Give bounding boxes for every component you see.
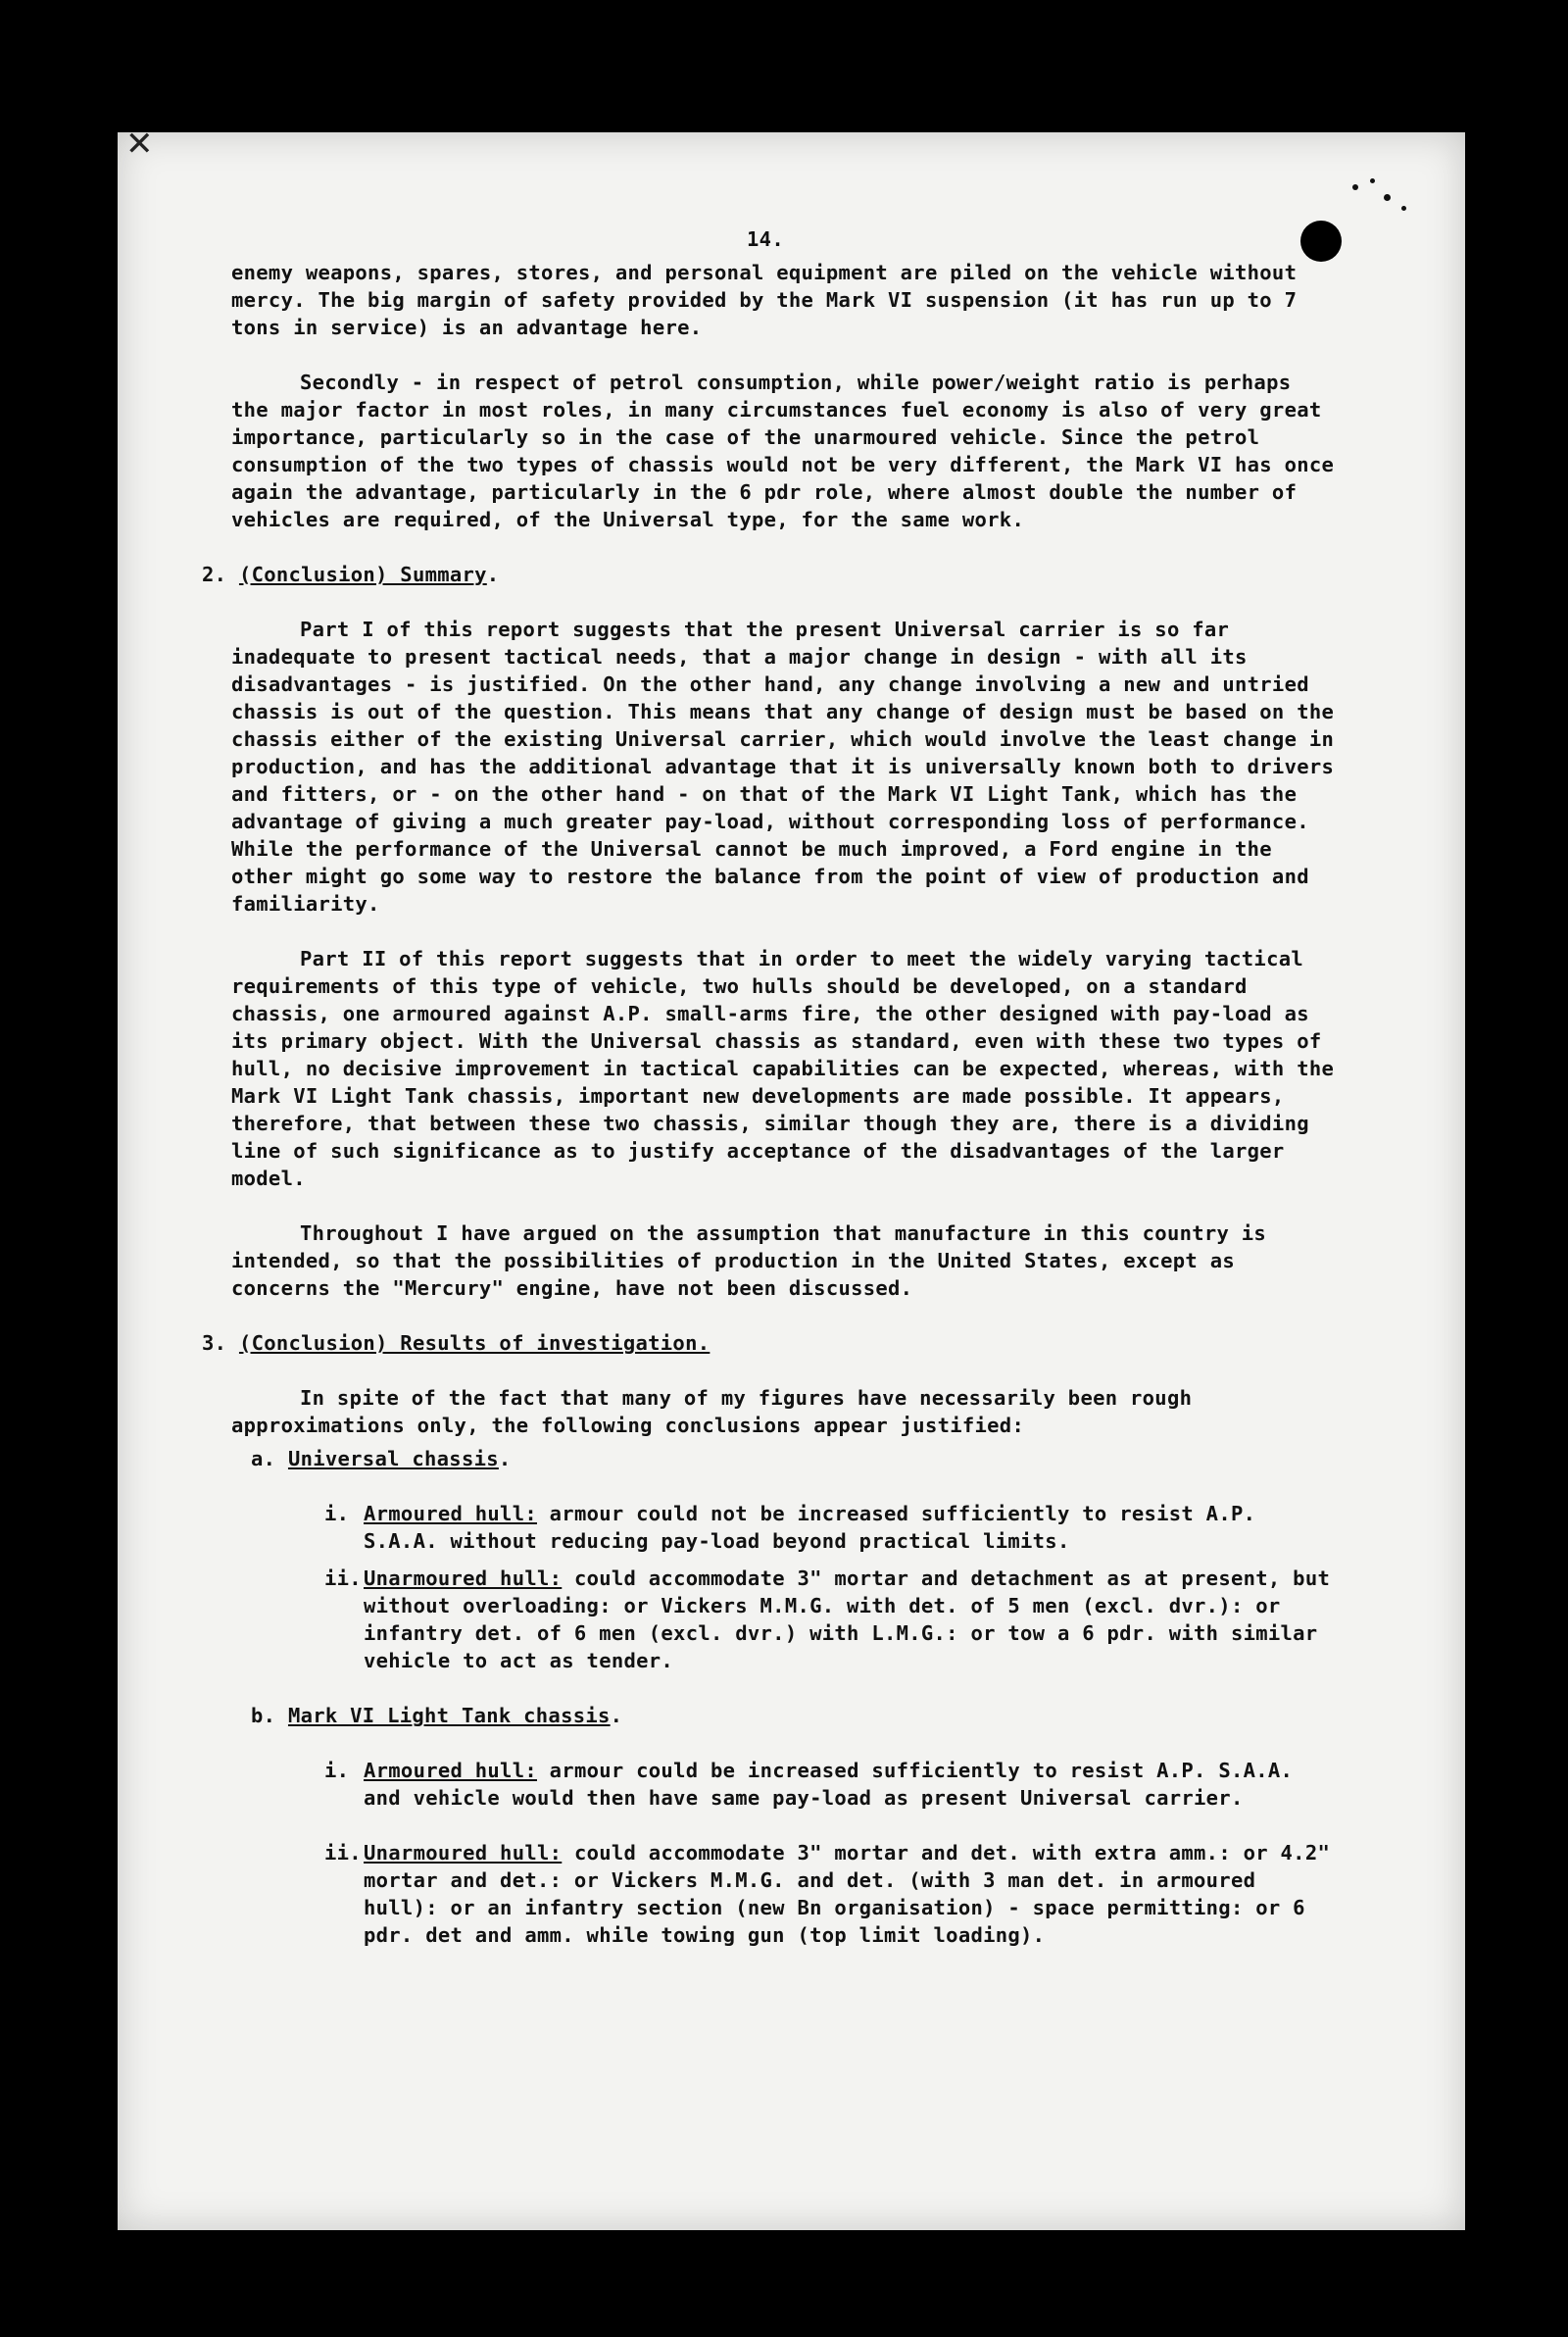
section-2-paragraph-2: Part II of this report suggests that in order to meet the widely varying tactical requirements of this type of vehicle, two hulls should be developed, on a standard chassis, one armoured against A.P. small-arms fire, the other designed with pay-load as its primary object. With the Universal chassis as standard, even with these two types of hull, no decisive improvement in tactical capabilities can be expected, whereas, with the Mark VI Light Tank chassis, important new developments are made possible. It appears, therefore, that between these two chassis, similar though they are, there is a dividing line of such significance as to justify acceptance of the disadvantages of the larger model. [231,947,1335,1190]
subsection-b-title: Mark VI Light Tank chassis [287,1704,611,1727]
item-title: Unarmoured hull: [364,1841,563,1865]
section-3-title: (Conclusion) Results of investigation. [238,1331,710,1355]
section-3-intro: In spite of the fact that many of my figures have necessarily been rough approximations only, the following conclusions appear justified: [231,1386,1193,1437]
item-title: Armoured hull: [364,1759,537,1782]
document-body [202,225,1339,1949]
item-text: could accommodate 3" mortar and det. with extra amm.: or 4.2" mortar and det.: or Vickers M.M.G. and det. (with 3 man det. in armoured hull): or an infantry section (new Bn organisation) - space permitting: or 6 pdr. det and amm. while towing gun (top limit loading). [364,1841,1331,1947]
section-2-paragraph-3: Throughout I have argued on the assumption that manufacture in this country is intended, so that the possibilities of production in the United States, except as concerns the "Mercury" engine, have not been discussed. [231,1221,1267,1300]
subsection-b-heading: b. Mark VI Light Tank chassis. [251,1704,623,1727]
paragraph-continued: enemy weapons, spares, stores, and personal equipment are piled on the vehicle without mercy. The big margin of safety provided by the Mark VI suspension (it has run up to 7 tons in service) is an advantage here. [231,261,1298,339]
subsection-b-item-i [324,1757,1339,1812]
subsection-a-item-ii [324,1565,1339,1674]
subsection-a-item-i [324,1500,1339,1555]
section-2-heading: 2. (Conclusion) Summary. [202,563,500,586]
section-3-number: 3. [202,1331,227,1355]
corner-mark: ✕ [125,124,154,164]
section-2-paragraph-1: Part I of this report suggests that the present Universal carrier is so far inadequate to present tactical needs, that a major change in design - with all its disadvantages - is justified. On the other hand, any change involving a new and untried chassis is out of the question. This means that any change of design must be based on the chassis either of the existing Universal carrier, which would involve the least change in production, and has the additional advantage that it is universally known both to drivers and fitters, or - on the other hand - on that of the Mark VI Light Tank, which has the advantage of giving a much greater pay-load, without corresponding loss of performance. While the performance of the Universal cannot be much improved, a Ford engine in the other might go some way to restore the balance from the point of view of production and familiarity. [231,618,1335,916]
section-2-title: (Conclusion) Summary [238,563,487,586]
item-title: Unarmoured hull: [364,1566,563,1590]
item-number: i. [324,1759,350,1782]
section-3-heading [202,1329,1339,1357]
subsection-b-item-ii [324,1839,1339,1949]
subsection-b-label: b. [251,1704,276,1727]
item-title: Armoured hull: [364,1502,537,1525]
subsection-a-title: Universal chassis [287,1447,499,1470]
subsection-a-heading: a. Universal chassis. [251,1447,512,1470]
page-number: 14. [747,227,784,251]
item-number: i. [324,1502,350,1525]
item-text: armour could not be increased sufficiently to resist A.P. S.A.A. without reducing pay-load beyond practical limits. [364,1502,1256,1553]
item-text: armour could be increased sufficiently to resist A.P. S.A.A. and vehicle would then have same pay-load as present Universal carrier. [364,1759,1294,1810]
item-text: could accommodate 3" mortar and detachment as at present, but without overloading: or Vickers M.M.G. with det. of 5 men (excl. dvr.): or infantry det. of 6 men (excl. dvr.) with L.M.G.: or tow a 6 pdr. with similar vehicle to act as tender. [364,1566,1331,1672]
item-number: ii. [324,1841,362,1865]
item-number: ii. [324,1566,362,1590]
ink-specks [1352,176,1411,225]
subsection-a-label: a. [251,1447,276,1470]
section-2-number: 2. [202,563,227,586]
paragraph-secondly: Secondly - in respect of petrol consumption, while power/weight ratio is perhaps the major factor in most roles, in many circumstances fuel economy is also of very great importance, particularly so in the case of the unarmoured vehicle. Since the petrol consumption of the two types of chassis would not be very different, the Mark VI has once again the advantage, particularly in the 6 pdr role, where almost double the number of vehicles are required, of the Universal type, for the same work. [231,371,1335,531]
